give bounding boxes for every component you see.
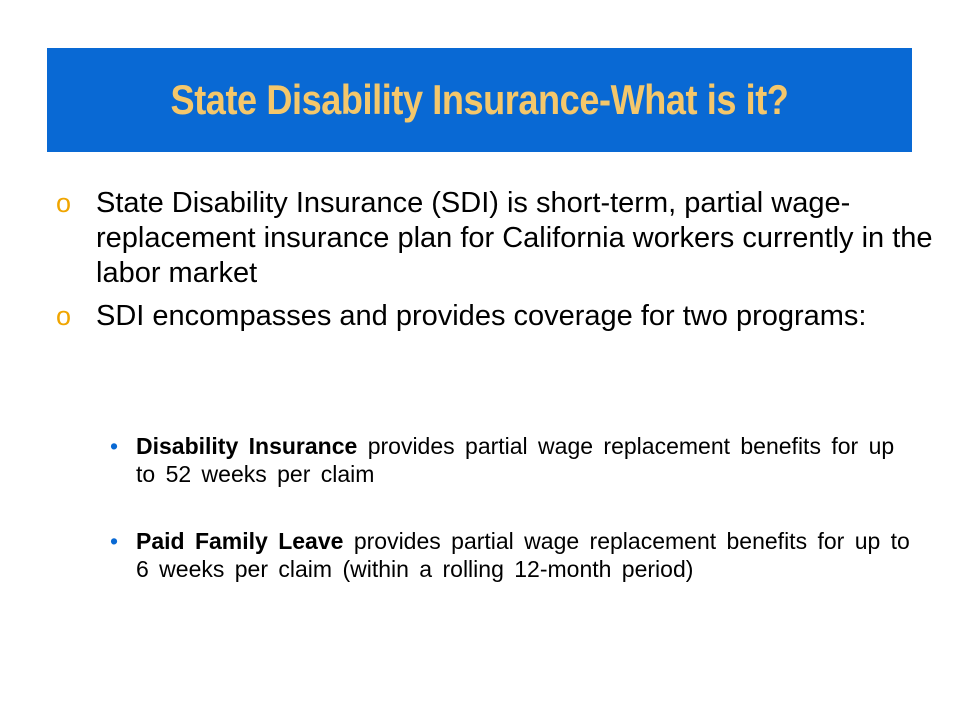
sub-bullet-list xyxy=(110,432,910,583)
bullet-marker: o xyxy=(56,188,72,218)
sub-bullet-lead: Disability Insurance xyxy=(136,433,358,459)
sub-bullet-text: provides partial wage replacement benefits for up to 6 weeks per claim (within a rolling 12-month period) xyxy=(136,528,910,582)
slide-title: State Disability Insurance-What is it? xyxy=(170,76,789,123)
title-bar xyxy=(47,48,912,152)
sub-bullet-item xyxy=(110,527,910,583)
sub-bullet-item xyxy=(110,432,910,488)
bullet-item xyxy=(56,186,936,291)
sub-bullet-text: provides partial wage replacement benefits for up to 52 weeks per claim xyxy=(136,433,895,487)
bullet-text: SDI encompasses and provides coverage for two programs: xyxy=(96,300,867,332)
bullet-marker: o xyxy=(56,301,72,331)
sub-bullet-marker: • xyxy=(110,433,119,459)
bullet-list xyxy=(56,186,936,334)
sub-bullet-lead: Paid Family Leave xyxy=(136,528,344,554)
bullet-text: State Disability Insurance (SDI) is short-term, partial wage-replacement insurance plan for California workers currently in the labor market xyxy=(96,187,933,289)
sub-bullet-marker: • xyxy=(110,528,119,554)
bullet-item xyxy=(56,299,936,334)
